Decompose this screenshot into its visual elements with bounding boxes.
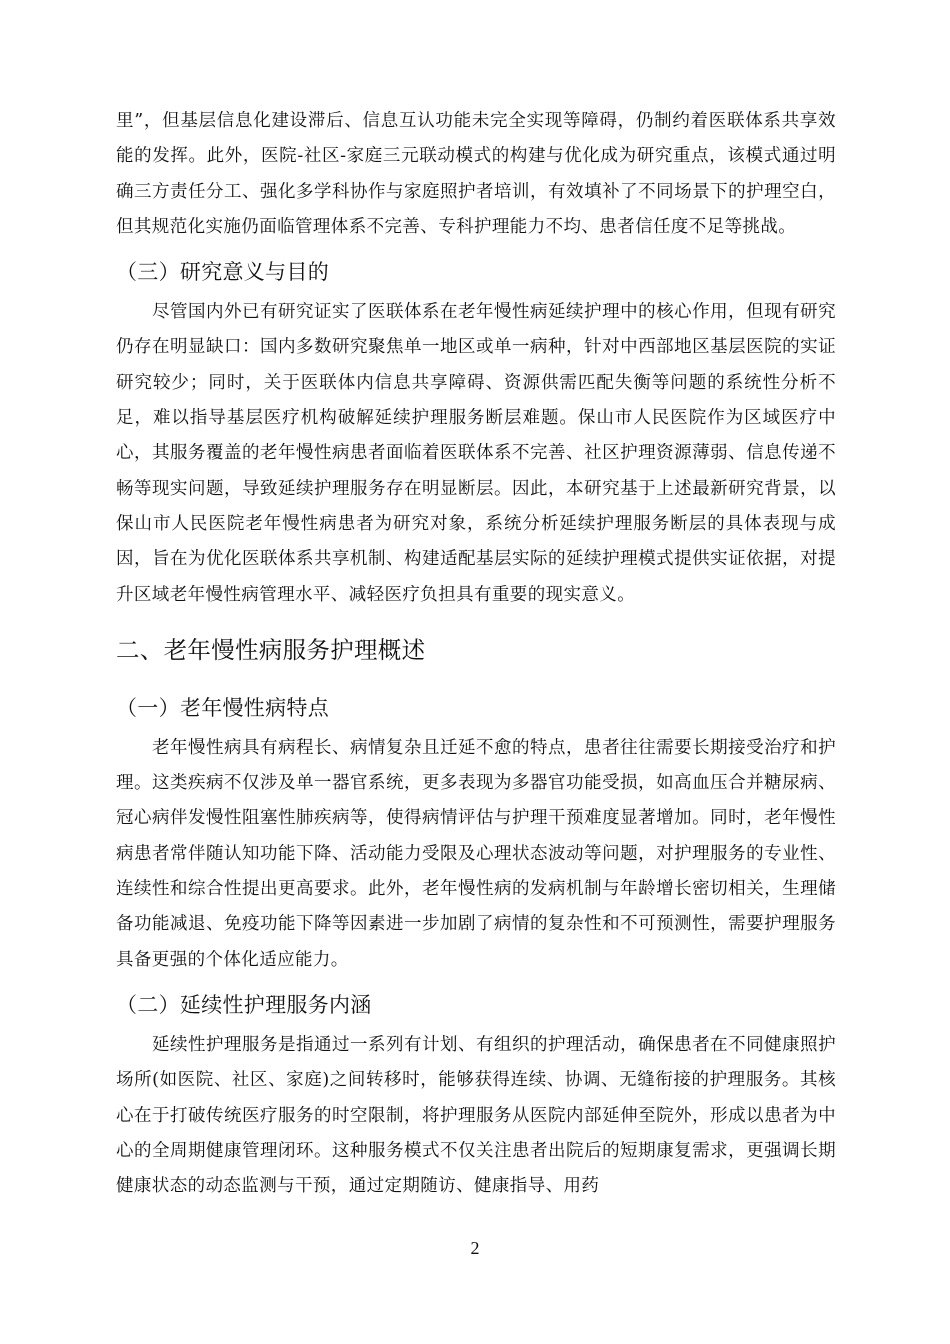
section-heading-research-significance: （三）研究意义与目的 xyxy=(116,260,329,285)
paragraph-continued: 里”，但基层信息化建设滞后、信息互认功能未完全实现等障碍，仍制约着医联体系共享效能的发挥。此外，医院-社区-家庭三元联动模式的构建与优化成为研究重点，该模式通过明确三方责任分工、强化多学科协作与家庭照护者培训，有效填补了不同场景下的护理空白，但其规范化实施仍面临管理体系不完善、专科护理能力不均、患者信任度不足等挑战。 xyxy=(116,111,836,237)
paragraph-research-significance: 尽管国内外已有研究证实了医联体系在老年慢性病延续护理中的核心作用，但现有研究仍存在明显缺口：国内多数研究聚焦单一地区或单一病种，针对中西部地区基层医院的实证研究较少；同时，关于医联体内信息共享障碍、资源供需匹配失衡等问题的系统性分析不足，难以指导基层医疗机构破解延续护理服务断层难题。保山市人民医院作为区域医疗中心，其服务覆盖的老年慢性病患者面临着医联体系不完善、社区护理资源薄弱、信息传递不畅等现实问题，导致延续护理服务存在明显断层。因此，本研究基于上述最新研究背景，以保山市人民医院老年慢性病患者为研究对象，系统分析延续护理服务断层的具体表现与成因，旨在为优化医联体系共享机制、构建适配基层实际的延续护理模式提供实证依据，对提升区域老年慢性病管理水平、减轻医疗负担具有重要的现实意义。 xyxy=(116,302,836,605)
paragraph-characteristics: 老年慢性病具有病程长、病情复杂且迁延不愈的特点，患者往往需要长期接受治疗和护理。这类疾病不仅涉及单一器官系统，更多表现为多器官功能受损，如高血压合并糖尿病、冠心病伴发慢性阻塞性肺疾病等，使得病情评估与护理干预难度显著增加。同时，老年慢性病患者常伴随认知功能下降、活动能力受限及心理状态波动等问题，对护理服务的专业性、连续性和综合性提出更高要求。此外，老年慢性病的发病机制与年龄增长密切相关，生理储备功能减退、免疫功能下降等因素进一步加剧了病情的复杂性和不可预测性，需要护理服务具备更强的个体化适应能力。 xyxy=(116,737,836,970)
chapter-heading-overview: 二、老年慢性病服务护理概述 xyxy=(116,635,426,664)
section-heading-continuity-care: （二）延续性护理服务内涵 xyxy=(116,992,372,1017)
page-content xyxy=(116,104,836,1204)
page-number: 2 xyxy=(470,1238,480,1258)
section-heading-characteristics: （一）老年慢性病特点 xyxy=(116,695,329,720)
paragraph-continuity-care: 延续性护理服务是指通过一系列有计划、有组织的护理活动，确保患者在不同健康照护场所(如医院、社区、家庭)之间转移时，能够获得连续、协调、无缝衔接的护理服务。其核心在于打破传统医疗服务的时空限制，将护理服务从医院内部延伸至院外，形成以患者为中心的全周期健康管理闭环。这种服务模式不仅关注患者出院后的短期康复需求，更强调长期健康状态的动态监测与干预，通过定期随访、健康指导、用药 xyxy=(116,1034,836,1197)
